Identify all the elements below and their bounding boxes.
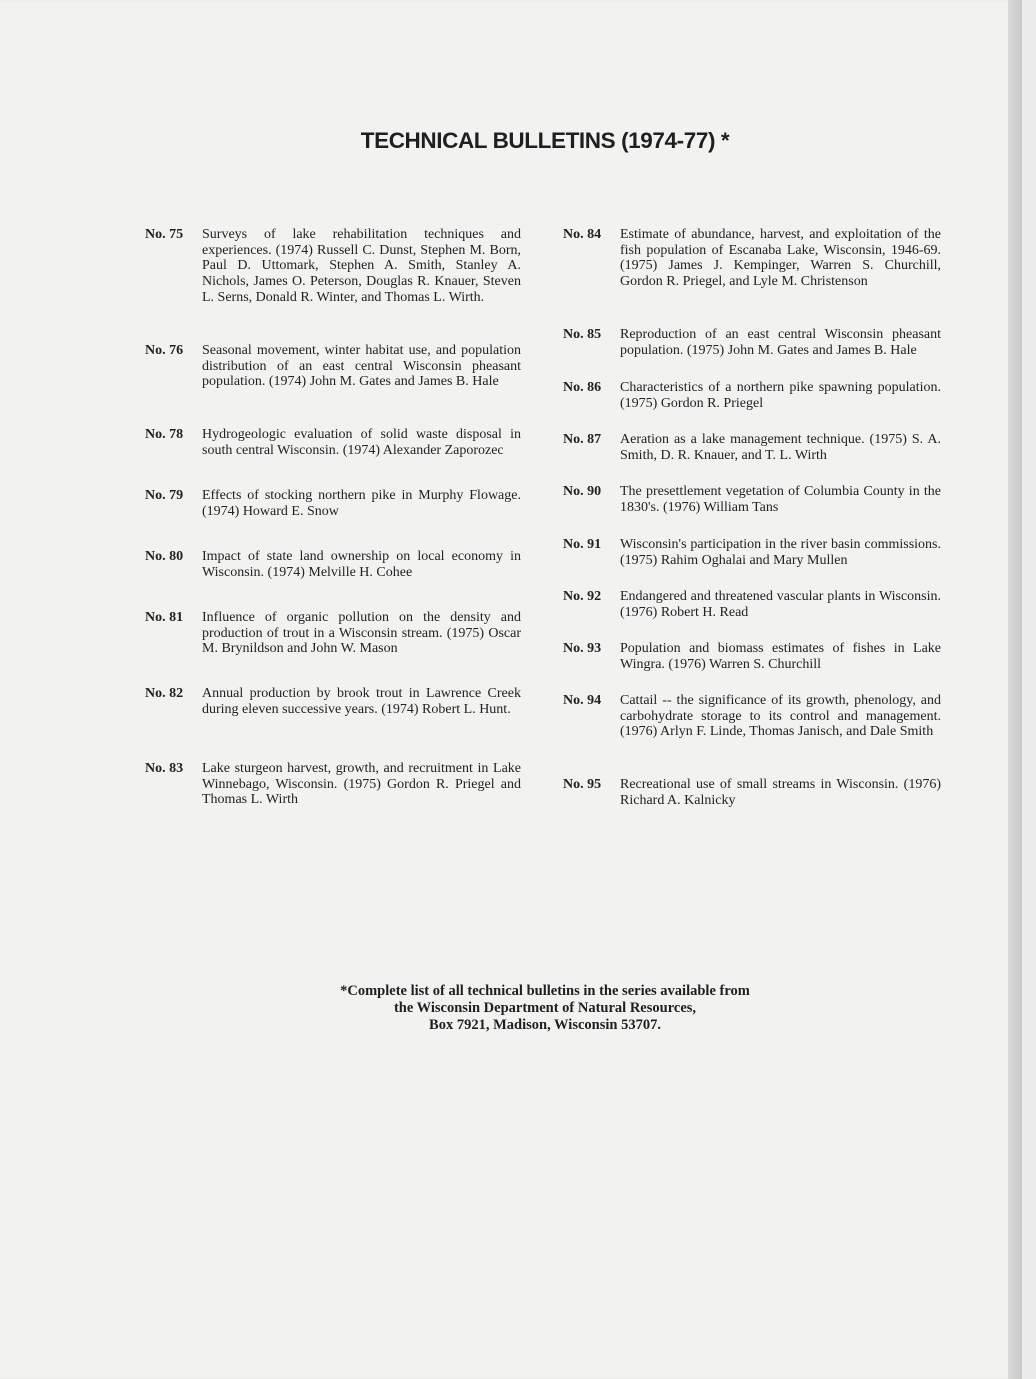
bulletin-number: No. 95: [563, 777, 602, 792]
bulletin-text: Impact of state land ownership on local economy in Wisconsin. (1974) Melville H. Cohee: [202, 549, 521, 580]
bulletin-text: Effects of stocking northern pike in Murphy Flowage. (1974) Howard E. Snow: [202, 488, 521, 519]
bulletin-text: Characteristics of a northern pike spawning population. (1975) Gordon R. Priegel: [620, 380, 941, 411]
bulletin-text: Estimate of abundance, harvest, and exploitation of the fish population of Escanaba Lake, Wisconsin, 1946-69. (1975) James J. Kempinger, Warren S. Churchill, Gordon R. Priegel, and Lyle M. Christenson: [620, 227, 941, 290]
footer-line: Box 7921, Madison, Wisconsin 53707.: [429, 1017, 661, 1033]
footer-line: the Wisconsin Department of Natural Resources,: [393, 1000, 697, 1016]
bulletin-number: No. 81: [145, 610, 184, 625]
bulletin-text: The presettlement vegetation of Columbia County in the 1830's. (1976) William Tans: [620, 484, 941, 515]
bulletin-text: Cattail -- the significance of its growth, phenology, and carbohydrate storage to its control and management. (1976) Arlyn F. Linde, Thomas Janisch, and Dale Smith: [620, 693, 941, 740]
bulletin-text: Annual production by brook trout in Lawrence Creek during eleven successive years. (1974) Robert L. Hunt.: [202, 686, 521, 717]
bulletin-number: No. 87: [563, 432, 602, 447]
footer-line: *Complete list of all technical bulletins in the series available from: [340, 983, 750, 999]
bulletin-text: Aeration as a lake management technique. (1975) S. A. Smith, D. R. Knauer, and T. L. Wirth: [620, 432, 941, 463]
bulletin-number: No. 86: [563, 380, 602, 395]
footer-note: [0, 983, 1036, 1034]
bulletin-text: Surveys of lake rehabilitation techniques and experiences. (1974) Russell C. Dunst, Stephen M. Born, Paul D. Uttomark, Stephen A. Smith, Stanley A. Nichols, James O. Peterson, Douglas R. Knauer, Steven L. Serns, Donald R. Winter, and Thomas L. Wirth.: [202, 227, 521, 305]
page-edge: [1008, 0, 1022, 1379]
bulletin-number: No. 82: [145, 686, 184, 701]
bulletin-number: No. 76: [145, 343, 184, 358]
bulletin-text: Seasonal movement, winter habitat use, and population distribution of an east central Wisconsin pheasant population. (1974) John M. Gates and James B. Hale: [202, 343, 521, 390]
bulletin-text: Hydrogeologic evaluation of solid waste disposal in south central Wisconsin. (1974) Alexander Zaporozec: [202, 427, 521, 458]
bulletin-number: No. 90: [563, 484, 602, 499]
bulletin-text: Recreational use of small streams in Wisconsin. (1976) Richard A. Kalnicky: [620, 777, 941, 808]
bulletin-text: Population and biomass estimates of fishes in Lake Wingra. (1976) Warren S. Churchill: [620, 641, 941, 672]
bulletin-number: No. 85: [563, 327, 602, 342]
bulletin-number: No. 80: [145, 549, 184, 564]
bulletin-number: No. 83: [145, 761, 184, 776]
bulletin-number: No. 78: [145, 427, 184, 442]
bulletin-number: No. 79: [145, 488, 184, 503]
bulletin-text: Wisconsin's participation in the river basin commissions. (1975) Rahim Oghalai and Mary Mullen: [620, 537, 941, 568]
bulletin-number: No. 94: [563, 693, 602, 708]
bulletin-text: Influence of organic pollution on the density and production of trout in a Wisconsin stream. (1975) Oscar M. Brynildson and John W. Mason: [202, 610, 521, 657]
bulletin-number: No. 92: [563, 589, 602, 604]
bulletin-number: No. 84: [563, 227, 602, 242]
bulletin-text: Lake sturgeon harvest, growth, and recruitment in Lake Winnebago, Wisconsin. (1975) Gordon R. Priegel and Thomas L. Wirth: [202, 761, 521, 808]
bulletin-number: No. 91: [563, 537, 602, 552]
bulletin-number: No. 75: [145, 227, 184, 242]
bulletin-number: No. 93: [563, 641, 602, 656]
page-title: TECHNICAL BULLETINS (1974-77) *: [360, 128, 730, 153]
bulletin-text: Endangered and threatened vascular plants in Wisconsin. (1976) Robert H. Read: [620, 589, 941, 620]
bulletin-text: Reproduction of an east central Wisconsin pheasant population. (1975) John M. Gates and James B. Hale: [620, 327, 941, 358]
